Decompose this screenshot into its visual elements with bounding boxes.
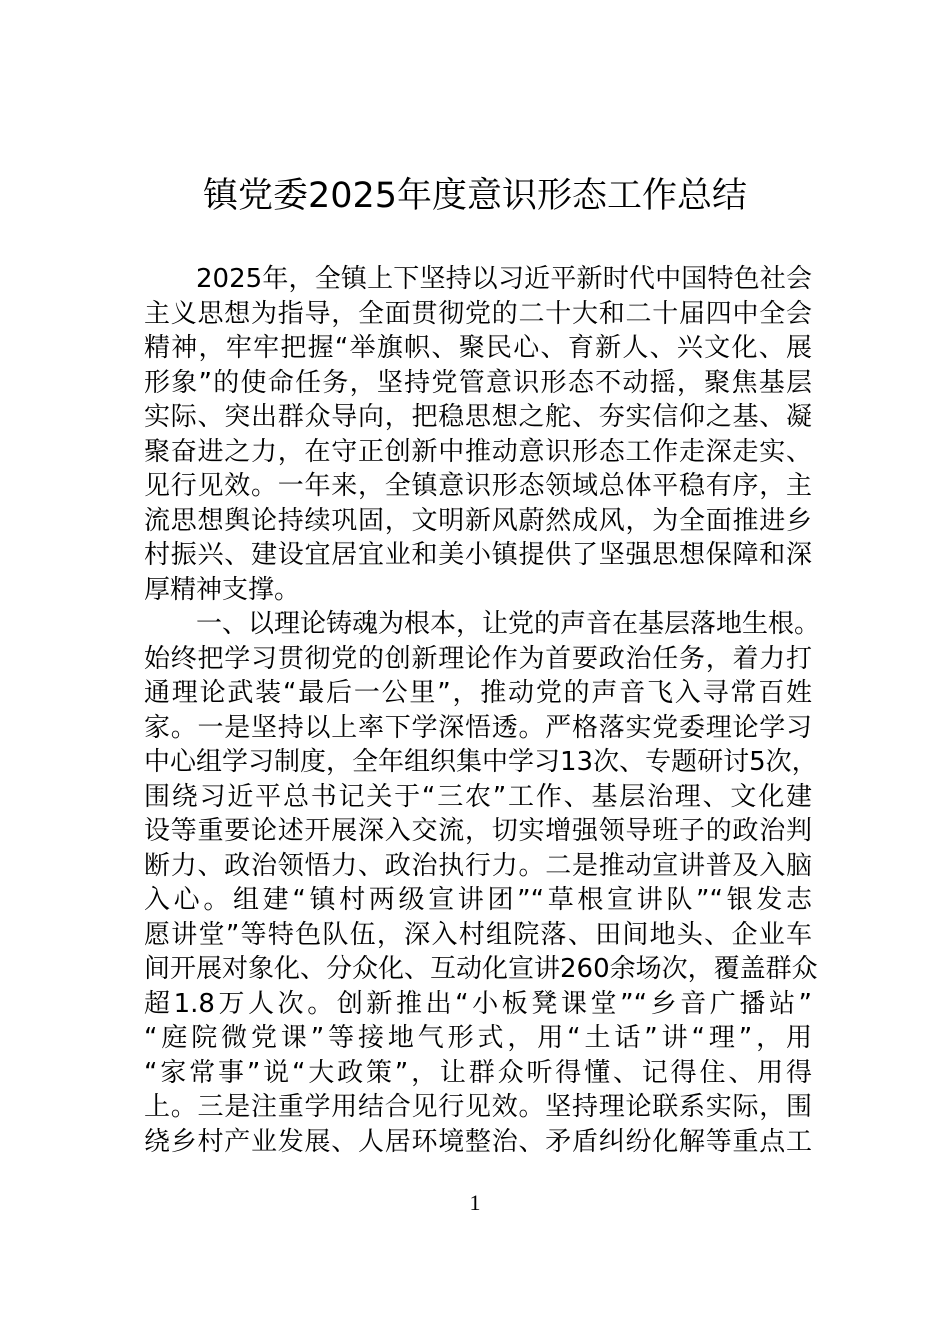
paragraph-line: 断力、政治领悟力、政治执行力。二是推动宣讲普及入脑 <box>144 850 812 881</box>
paragraph-line: 超1.8万人次。创新推出“小板凳课堂”“乡音广播站” <box>144 988 812 1019</box>
paragraph-line: 设等重要论述开展深入交流，切实增强领导班子的政治判 <box>144 816 812 846</box>
document-body <box>144 262 821 1159</box>
paragraph-line: 中心组学习制度，全年组织集中学习13次、专题研讨5次， <box>144 747 818 777</box>
paragraph-line: 流思想舆论持续巩固，文明新风蔚然成风，为全面推进乡 <box>144 505 812 536</box>
paragraph-line: 入心。组建“镇村两级宣讲团”“草根宣讲队”“银发志 <box>144 885 812 915</box>
paragraph-line: 精神，牢牢把握“举旗帜、聚民心、育新人、兴文化、展 <box>144 333 812 363</box>
paragraph-line: 实际、突出群众导向，把稳思想之舵、夯实信仰之基、凝 <box>144 402 812 432</box>
paragraph-line: 绕乡村产业发展、人居环境整治、矛盾纠纷化解等重点工 <box>144 1126 812 1157</box>
paragraph-line: 厚精神支撑。 <box>144 574 301 605</box>
paragraph-line: 形象”的使命任务，坚持党管意识形态不动摇，聚焦基层 <box>144 367 812 398</box>
paragraph-line: 始终把学习贯彻党的创新理论作为首要政治任务，着力打 <box>144 643 812 674</box>
paragraph-line: 愿讲堂”等特色队伍，深入村组院落、田间地头、企业车 <box>144 919 812 950</box>
document-title: 镇党委2025年度意识形态工作总结 <box>202 176 748 216</box>
paragraph-line: “家常事”说“大政策”，让群众听得懂、记得住、用得 <box>144 1057 812 1088</box>
paragraph-line: 聚奋进之力，在守正创新中推动意识形态工作走深走实、 <box>144 436 812 467</box>
paragraph-line: 见行见效。一年来，全镇意识形态领域总体平稳有序，主 <box>144 471 812 501</box>
paragraph-line: 家。一是坚持以上率下学深悟透。严格落实党委理论学习 <box>144 712 812 743</box>
paragraph-line: 间开展对象化、分众化、互动化宣讲260余场次，覆盖群众 <box>144 954 818 984</box>
paragraph-line: 主义思想为指导，全面贯彻党的二十大和二十届四中全会 <box>144 298 812 329</box>
paragraph-line: 2025年，全镇上下坚持以习近平新时代中国特色社会 <box>196 264 812 294</box>
paragraph-line: 通理论武装“最后一公里”，推动党的声音飞入寻常百姓 <box>144 678 812 708</box>
paragraph-line: “庭院微党课”等接地气形式，用“土话”讲“理”，用 <box>144 1023 812 1053</box>
section-heading-line: 一、以理论铸魂为根本，让党的声音在基层落地生根。 <box>196 609 821 639</box>
page-number: 1 <box>469 1190 481 1215</box>
paragraph-line: 围绕习近平总书记关于“三农”工作、基层治理、文化建 <box>144 781 812 812</box>
paragraph-line: 村振兴、建设宜居宜业和美小镇提供了坚强思想保障和深 <box>144 540 812 570</box>
paragraph-line: 上。三是注重学用结合见行见效。坚持理论联系实际，围 <box>144 1092 812 1122</box>
